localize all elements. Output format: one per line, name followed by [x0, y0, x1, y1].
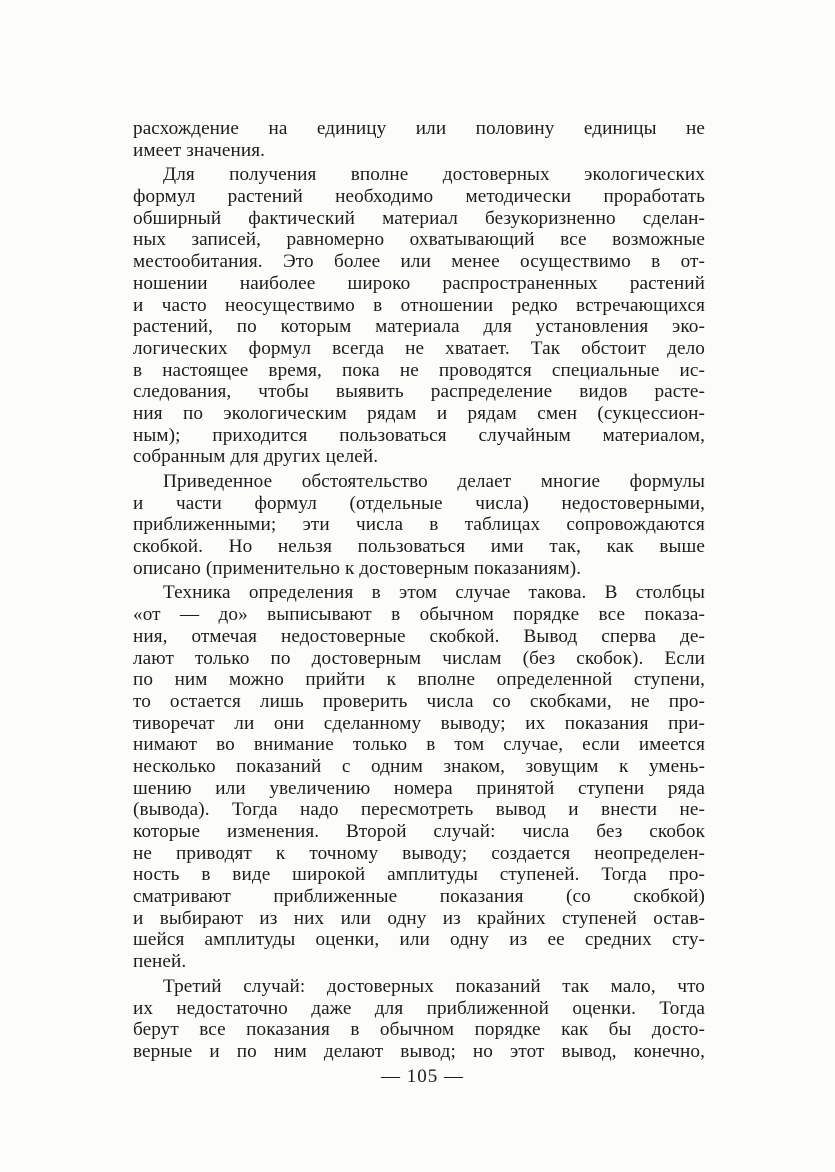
text-line: нимают во внимание только в том случае, если имеется [133, 734, 705, 756]
text-line: шению или увеличению номера принятой ступени ряда [133, 777, 705, 799]
text-line: описано (применительно к достоверным показаниям). [133, 557, 582, 579]
text-line: обширный фактический материал безукоризненно сделан- [133, 207, 705, 229]
text-line: ность в виде широкой амплитуды ступеней. Тогда про- [133, 864, 705, 886]
text-line: по ним можно прийти к вполне определенной ступени, [133, 669, 705, 691]
paragraph-4 [133, 582, 705, 972]
text-line: местообитания. Это более или менее осуществимо в от- [133, 251, 705, 273]
text-line: то остается лишь проверить числа со скобками, не про- [133, 690, 705, 712]
text-line: следования, чтобы выявить распределение видов расте- [133, 381, 705, 403]
text-line: и часто неосуществимо в отношении редко встречающихся [133, 294, 705, 316]
text-line: ния, отмечая недостоверные скобкой. Вывод сперва де- [133, 625, 705, 647]
text-line: и части формул (отдельные числа) недостоверными, [133, 492, 705, 514]
text-line: сматривают приближенные показания (со скобкой) [133, 886, 705, 908]
text-line: шейся амплитуды оценки, или одну из ее средних сту- [133, 929, 705, 951]
text-line: ния по экологическим рядам и рядам смен (сукцессион- [133, 402, 705, 424]
text-line: Третий случай: достоверных показаний так мало, что [163, 975, 705, 997]
text-line: Для получения вполне достоверных экологических [163, 164, 705, 186]
paragraph-5 [133, 976, 705, 1063]
text-line: ношении наиболее широко распространенных растений [133, 272, 705, 294]
text-line: растений, по которым материала для установления эко- [133, 316, 705, 338]
text-line: логических формул всегда не хватает. Так обстоит дело [133, 337, 705, 359]
text-line: Приведенное обстоятельство делает многие формулы [163, 471, 705, 492]
paragraph-3 [133, 471, 705, 579]
page-number: — 105 — [381, 1066, 464, 1087]
text-line: лают только по достоверным числам (без скобок). Если [133, 647, 705, 669]
paragraph-1 [133, 118, 705, 161]
text-line: берут все показания в обычном порядке как бы досто- [133, 1019, 705, 1041]
text-line: верные и по ним делают вывод; но этот вывод, конечно, [133, 1040, 705, 1062]
text-line: имеет значения. [133, 139, 266, 161]
text-line: их недостаточно даже для приближенной оценки. Тогда [133, 997, 705, 1019]
text-line: формул растений необходимо методически проработать [133, 186, 705, 208]
text-line: ным); приходится пользоваться случайным материалом, [133, 424, 705, 446]
text-line: ных записей, равномерно охватывающий все возможные [133, 229, 705, 251]
paragraph-2 [133, 164, 705, 468]
text-line: собранным для других целей. [133, 446, 379, 468]
text-line: в настоящее время, пока не проводятся специальные ис- [133, 359, 705, 381]
text-line: и выбирают из них или одну из крайних ступеней остав- [133, 907, 705, 929]
text-line: не приводят к точному выводу; создается неопределен- [133, 842, 705, 864]
text-line: несколько показаний с одним знаком, зовущим к умень- [133, 755, 705, 777]
text-line: расхождение на единицу или половину единицы не [133, 118, 705, 139]
text-line: (вывода). Тогда надо пересмотреть вывод и внести не- [133, 799, 705, 821]
text-line: скобкой. Но нельзя пользоваться ими так, как выше [133, 536, 705, 558]
text-line: приближенными; эти числа в таблицах сопровождаются [133, 514, 705, 536]
text-line: которые изменения. Второй случай: числа без скобок [133, 821, 705, 842]
text-line: Техника определения в этом случае такова. В столбцы [163, 582, 705, 604]
text-line: тиворечат ли они сделанному выводу; их показания при- [133, 712, 705, 734]
text-line: пеней. [133, 951, 187, 973]
body-text [133, 118, 705, 1063]
text-line: «от — до» выписывают в обычном порядке все показа- [133, 604, 705, 626]
